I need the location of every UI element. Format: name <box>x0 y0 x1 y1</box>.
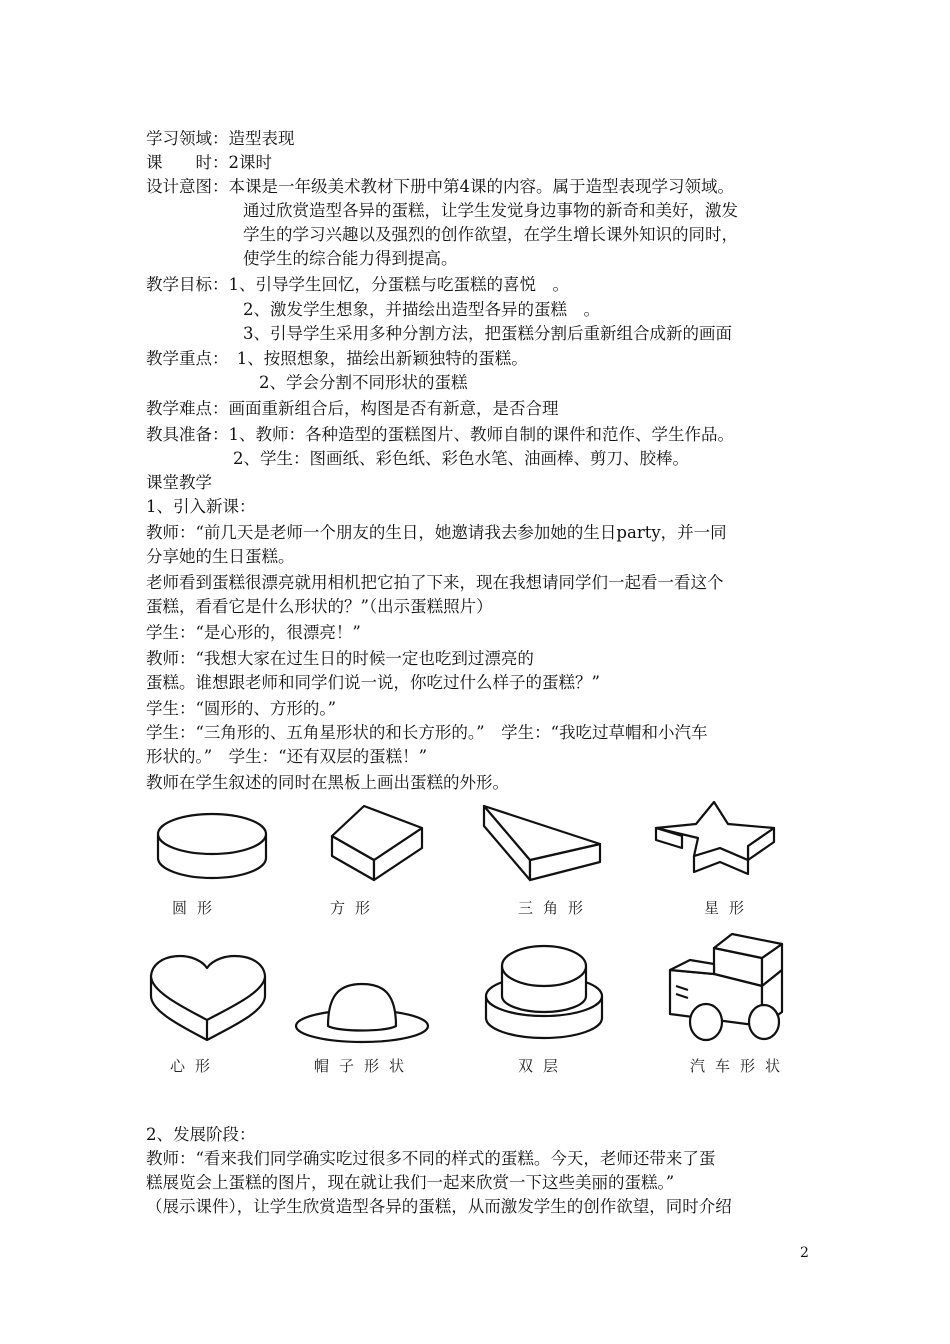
text-line: 教师：“看来我们同学确实吃过很多不同的样式的蛋糕。今天，老师还带来了蛋 <box>146 1149 716 1168</box>
caption-square: 方形 <box>330 899 381 917</box>
text-line: 教师：“前几天是老师一个朋友的生日，她邀请我去参加她的生日party，并一同 <box>146 523 727 542</box>
caption-car: 汽车形状 <box>690 1057 791 1075</box>
caption-heart: 心形 <box>170 1057 221 1075</box>
two-layer-cake-drawing <box>480 938 610 1048</box>
text-line: 形状的。” 学生：“还有双层的蛋糕！” <box>146 747 428 766</box>
hat-cake-drawing <box>290 982 435 1048</box>
square-cake-drawing <box>322 800 432 890</box>
text-line: 糕展览会上蛋糕的图片，现在就让我们一起来欣赏一下这些美丽的蛋糕。” <box>146 1173 675 1192</box>
text-line: 设计意图：本课是一年级美术教材下册中第4课的内容。属于造型表现学习领域。 <box>146 177 734 196</box>
caption-hat: 帽子形状 <box>314 1057 415 1075</box>
caption-star: 星形 <box>704 899 755 917</box>
text-line: 老师看到蛋糕很漂亮就用相机把它拍了下来，现在我想请同学们一起看一看这个 <box>146 573 724 592</box>
text-line: 教学重点： 1、按照想象，描绘出新颖独特的蛋糕。 <box>146 349 528 368</box>
text-line: （展示课件），让学生欣赏造型各异的蛋糕，从而激发学生的创作欲望，同时介绍 <box>146 1197 732 1216</box>
text-line: 2、激发学生想象，并描绘出造型各异的蛋糕 。 <box>243 300 600 319</box>
text-line: 蛋糕，看看它是什么形状的？”（出示蛋糕照片） <box>146 597 493 616</box>
caption-two-layer: 双层 <box>518 1057 569 1075</box>
text-line: 2、学会分割不同形状的蛋糕 <box>259 373 468 392</box>
text-line: 学生：“三角形的、五角星形状的和长方形的。” 学生：“我吃过草帽和小汽车 <box>146 723 708 742</box>
round-cake-drawing <box>152 806 272 891</box>
text-line: 教学难点：画面重新组合后，构图是否有新意，是否合理 <box>146 399 559 418</box>
text-line: 2、学生：图画纸、彩色纸、彩色水笔、油画棒、剪刀、胶棒。 <box>233 449 689 468</box>
text-line: 教师在学生叙述的同时在黑板上画出蛋糕的外形。 <box>146 773 509 792</box>
car-cake-drawing <box>662 930 792 1055</box>
caption-round: 圆形 <box>172 899 223 917</box>
text-line: 通过欣赏造型各异的蛋糕，让学生发觉身边事物的新奇和美好，激发 <box>243 201 738 220</box>
heart-cake-drawing <box>145 948 275 1044</box>
text-line: 3、引导学生采用多种分割方法，把蛋糕分割后重新组合成新的画面 <box>243 324 732 343</box>
triangle-cake-drawing <box>478 800 608 890</box>
text-line: 教学目标：1、引导学生回忆，分蛋糕与吃蛋糕的喜悦 。 <box>146 275 569 294</box>
text-line: 教师：“我想大家在过生日的时候一定也吃到过漂亮的 <box>146 649 534 668</box>
text-line: 学生：“是心形的，很漂亮！” <box>146 623 361 642</box>
caption-triangle: 三角形 <box>518 899 594 917</box>
text-line: 学生的学习兴趣以及强烈的创作欲望，在学生增长课外知识的同时， <box>243 225 738 244</box>
text-line: 课堂教学 <box>146 473 212 492</box>
text-line: 分享她的生日蛋糕。 <box>146 547 295 566</box>
star-cake-drawing <box>652 798 782 888</box>
text-line: 使学生的综合能力得到提高。 <box>243 249 458 268</box>
text-line: 2、发展阶段： <box>146 1125 256 1144</box>
text-line: 学习领域：造型表现 <box>146 129 295 148</box>
text-line: 蛋糕。谁想跟老师和同学们说一说，你吃过什么样子的蛋糕？” <box>146 673 600 692</box>
text-line: 课 时：2课时 <box>146 153 272 172</box>
text-line: 教具准备：1、教师：各种造型的蛋糕图片、教师自制的课件和范作、学生作品。 <box>146 425 734 444</box>
page-number: 2 <box>800 1245 809 1261</box>
text-line: 学生：“圆形的、方形的。” <box>146 699 337 718</box>
text-line: 1、引入新课： <box>146 497 256 516</box>
